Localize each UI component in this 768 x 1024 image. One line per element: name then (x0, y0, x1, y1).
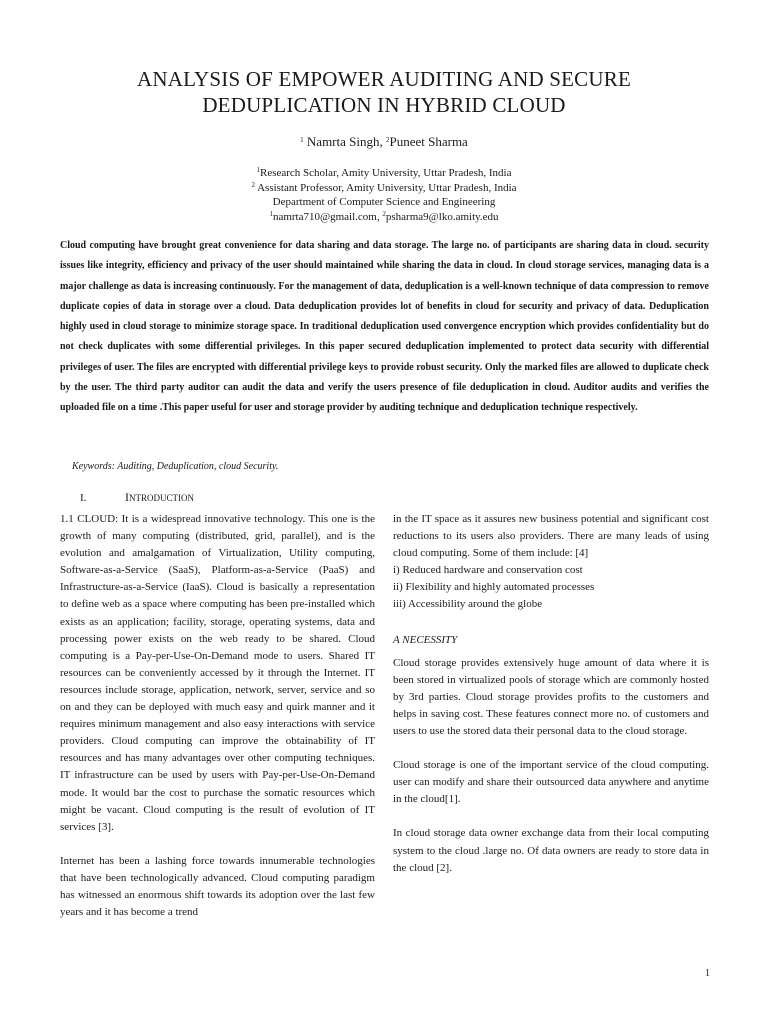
author-1-marker: 1 (300, 136, 304, 144)
affiliation-2-text: Assistant Professor, Amity University, Uttar Pradesh, India (257, 181, 517, 194)
email-1: namrta710@gmail.com, (272, 210, 380, 223)
keywords: Keywords: Auditing, Deduplication, cloud Security. (72, 461, 279, 472)
affiliation-1 (60, 166, 708, 181)
benefit-list-item: ii) Flexibility and highly automated processes (393, 581, 595, 594)
author-2-marker: 2 (385, 136, 390, 144)
affiliation-1-marker: 1 (256, 166, 260, 174)
section-title-rest: NTRODUCTION (129, 493, 194, 503)
section-heading-introduction (80, 490, 194, 505)
section-title-initial: I (125, 490, 129, 504)
affiliation-1-text: Research Scholar, Amity University, Uttar Pradesh, India (260, 167, 512, 179)
affiliations (60, 166, 708, 224)
cloud-definition-paragraph: 1.1 CLOUD: It is a widespread innovative technology. This one is the growth of many computing (distributed, grid, parallel), and is the evolution and amalgamation of Virtualization, Utility computing, Software-as-a-Service (SaaS), Platform-as-a-Service (PaaS) and Infrastructure-as-a-Service (IaaS). Cloud is basically a representation to define web as a space where computing has been pre-installed which exists as an application; facility, storage, operating systems, data and processing power exists on the web ready to be shared. Cloud computing is a Pay-per-Use-On-Demand mode to users. Shared IT resources can be conveniently accessed by it through the Internet. IT resources include storage, application, network, server, service and so on and they can be deployed with much easy and quirk manner and it requires minimum management and also easy interactions with service providers. Cloud computing can improve the obtainability of IT resources and has many advantages over other computing techniques. IT infrastructure can be used by users with Pay-per-Use-On-Demand mode. It would bar the cost to purchase the somatic resources which might be vacant. Cloud computing is the result of evolution of IT services [3]. (60, 513, 375, 833)
email-2: psharma9@lko.amity.edu (385, 210, 499, 223)
email-1-marker: 1 (269, 209, 273, 218)
author-line (60, 134, 708, 150)
benefit-list-item: iii) Accessibility around the globe (393, 598, 543, 611)
benefit-list-item: i) Reduced hardware and conservation cost (393, 564, 583, 577)
internet-paragraph: Internet has been a lashing force towards innumerable technologies that have been technologically advanced. Cloud computing paradigm has witnessed an enormous shift towards its adoption over the last few years and it has become a trend (60, 854, 375, 919)
page-number: 1 (705, 968, 710, 979)
left-column (60, 511, 375, 921)
abstract: Cloud computing have brought great convenience for data sharing and data storage. The large no. of participants are sharing data in cloud. security issues like integrity, efficiency and privacy of the user should maintained while sharing the data in cloud. In cloud storage services, managing data is a major challenge as data is increasing continuously. For the management of data, deduplication is a well-known technique of data compression to remove duplicate copies of data in storage over a cloud. Data deduplication provides lot of benefits in cloud for security and privacy of data. Deduplication highly used in cloud storage to minimize storage space. In traditional deduplication used convergence encryption which provides confidentiality but do not check duplicates with some differential privileges. In this paper secured deduplication implemented to protect data security with differential privileges of user. The files are encrypted with differential privilege keys to provide robust security. Only the marked files are allowed to duplicate check by the user. The third party auditor can audit the data and verify the users presence of file deduplication in cloud. Auditor audits and verifies the uploaded file on a time .This paper useful for user and storage provider by auditing technique and deduplication technique respectively. (60, 240, 709, 414)
affiliation-2-marker: 2 (251, 180, 255, 189)
author-1-name: Namrta Singh, (306, 134, 383, 149)
leads-paragraph: in the IT space as it assures new business potential and significant cost reductions to its users also providers. There are many leads of using cloud computing. Some of them include: [4] (393, 513, 709, 560)
data-owner-paragraph: In cloud storage data owner exchange data from their local computing system to the cloud .large no. Of data owners are ready to store data in the cloud [2]. (393, 827, 709, 874)
subsection-heading-necessity: A NECESSITY (393, 633, 458, 646)
paper-title: ANALYSIS OF EMPOWER AUDITING AND SECURE DEDUPLICATION IN HYBRID CLOUD (137, 67, 631, 117)
email-line (60, 210, 708, 225)
affiliation-2 (60, 181, 708, 196)
right-column (393, 511, 709, 877)
cloud-storage-service-paragraph: Cloud storage is one of the important service of the cloud computing. user can modify and share their outsourced data anywhere and anytime in the cloud[1]. (393, 759, 709, 806)
cloud-storage-paragraph: Cloud storage provides extensively huge amount of data where it is been stored in virtualized pools of storage which are commonly hosted by 3rd parties. Cloud storage provides profits to the customers and helps in saving cost. These features connect more no. of customers and users to use the stored data their personal data to the cloud storage. (393, 656, 709, 738)
email-2-marker: 2 (382, 209, 386, 218)
section-number: I. (80, 492, 87, 504)
author-2-name: Puneet Sharma (389, 134, 468, 149)
department: Department of Computer Science and Engineering (272, 196, 496, 208)
